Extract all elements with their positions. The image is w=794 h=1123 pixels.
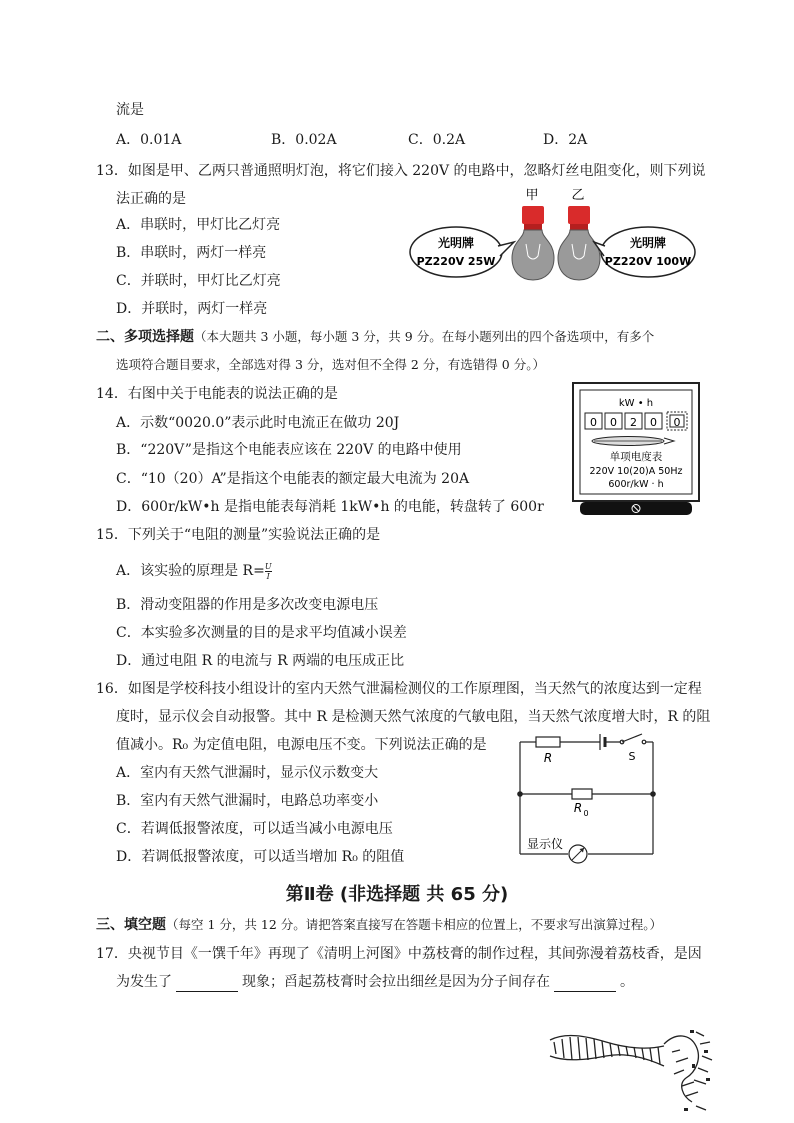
- q15-option-d: D．通过电阻 R 的电流与 R 两端的电压成正比: [116, 653, 405, 669]
- q13-option-a: A．串联时，甲灯比乙灯亮: [116, 217, 281, 233]
- q16-option-c: C．若调低报警浓度，可以适当减小电源电压: [116, 821, 393, 837]
- q12-option-c: C．0.2A: [408, 132, 466, 148]
- bulb-right-tag: 乙: [571, 188, 585, 203]
- q17-text-b: 现象；舀起荔枝膏时会拉出细丝是因为分子间存在: [242, 974, 550, 990]
- resistor-R: [536, 737, 560, 747]
- q16-stem-line2: 度时，显示仪会自动报警。其中 R 是检测天然气浓度的气敏电阻，当天然气浓度增大时，R 的阻: [116, 709, 711, 725]
- q13-option-d: D．并联时，两灯一样亮: [116, 301, 268, 317]
- label-R0-subscript: 0: [583, 809, 589, 818]
- ohm-law-fraction: [265, 562, 272, 581]
- bulb-left-spec: PZ220V 25W: [416, 255, 496, 268]
- q17-answer-blank-2[interactable]: [554, 977, 616, 992]
- label-R0: R: [573, 801, 583, 815]
- label-display: 显示仪: [526, 837, 564, 851]
- fraction-denominator: I: [266, 571, 270, 581]
- bulb-right: [558, 206, 600, 280]
- q15-option-a-text: A．该实验的原理是 R=: [116, 563, 265, 579]
- meter-spec-2: 600r/kW · h: [608, 479, 664, 490]
- switch-S: [620, 734, 646, 744]
- meter-digit-1: 0: [590, 416, 597, 429]
- decorative-scroll-ornament: [546, 1022, 716, 1114]
- part2-title: 第Ⅱ卷 (非选择题 共 65 分): [285, 884, 509, 905]
- meter-digit-3: 2: [630, 416, 637, 429]
- q14-option-d: D．600r/kW•h 是指电能表每消耗 1kW•h 的电能，转盘转了 600r: [116, 499, 544, 515]
- q17-text-a: 为发生了: [116, 974, 172, 990]
- bulb-left-label-bubble: [410, 227, 514, 277]
- battery-icon: [600, 734, 605, 750]
- meter-unit: kW • h: [618, 398, 654, 409]
- q14-option-c: C．“10（20）A”是指这个电能表的额定最大电流为 20A: [116, 471, 470, 487]
- section3-heading: 三、填空题: [96, 917, 166, 933]
- q17-stem-line1: 17．央视节目《一馔千年》再现了《清明上河图》中荔枝膏的制作过程，其间弥漫着荔枝香，是因: [96, 946, 702, 962]
- q12-option-a: A．0.01A: [116, 132, 182, 148]
- q16-option-b: B．室内有天然气泄漏时，电路总功率变小: [116, 793, 379, 809]
- gas-detector-circuit-figure: [512, 732, 662, 866]
- energy-meter-figure: [572, 382, 700, 516]
- q16-option-d: D．若调低报警浓度，可以适当增加 R₀ 的阻值: [116, 849, 405, 865]
- bulb-right-brand: 光明牌: [629, 236, 667, 250]
- q13-stem-line1: 13．如图是甲、乙两只普通照明灯泡，将它们接入 220V 的电路中，忽略灯丝电阻变化，则下列说: [96, 163, 706, 179]
- section2-instructions-1: （本大题共 3 小题，每小题 3 分，共 9 分。在每小题列出的四个备选项中，有多个: [194, 329, 655, 344]
- q17-stem-line2: [116, 972, 634, 992]
- meter-digits: [585, 412, 687, 430]
- bulb-left-tag: 甲: [525, 188, 539, 203]
- bulb-left-brand: 光明牌: [437, 236, 475, 250]
- meter-spec-1: 220V 10(20)A 50Hz: [589, 466, 683, 477]
- meter-name: 单项电度表: [609, 451, 663, 463]
- q16-stem-line3: 值减小。R₀ 为定值电阻，电源电压不变。下列说法正确的是: [116, 737, 487, 753]
- section2-heading: 二、多项选择题: [96, 329, 194, 345]
- q16-stem-line1: 16．如图是学校科技小组设计的室内天然气泄漏检测仪的工作原理图，当天然气的浓度达到一定程: [96, 681, 702, 697]
- q14-option-b: B．“220V”是指这个电能表应该在 220V 的电路中使用: [116, 442, 462, 458]
- q15-stem: 15．下列关于“电阻的测量”实验说法正确的是: [96, 527, 381, 543]
- q17-answer-blank-1[interactable]: [176, 977, 238, 992]
- q15-option-a: [116, 561, 272, 581]
- q13-bulbs-figure: [406, 184, 698, 292]
- q15-option-b: B．滑动变阻器的作用是多次改变电源电压: [116, 597, 379, 613]
- bulb-right-spec: PZ220V 100W: [604, 255, 692, 268]
- q12-stem-tail: 流是: [116, 102, 144, 118]
- label-R: R: [543, 751, 553, 765]
- section2-intro-line1: [96, 327, 654, 347]
- bulb-right-label-bubble: [594, 227, 695, 277]
- section3-intro: [96, 915, 662, 935]
- q16-option-a: A．室内有天然气泄漏时，显示仪示数变大: [116, 765, 379, 781]
- display-meter-icon: [569, 845, 587, 863]
- q14-option-a: A．示数“0020.0”表示此时电流正在做功 20J: [116, 415, 400, 431]
- meter-digit-4: 0: [650, 416, 657, 429]
- q14-stem: 14．右图中关于电能表的说法正确的是: [96, 386, 338, 402]
- section3-instructions: （每空 1 分，共 12 分。请把答案直接写在答题卡相应的位置上，不要求写出演算过程。）: [166, 917, 663, 932]
- q13-option-b: B．串联时，两灯一样亮: [116, 245, 267, 261]
- section2-instructions-2: 选项符合题目要求，全部选对得 3 分，选对但不全得 2 分，有选错得 0 分。）: [116, 357, 545, 372]
- q17-text-c: 。: [620, 974, 634, 990]
- q13-stem-line2: 法正确的是: [116, 191, 186, 207]
- label-S: S: [628, 750, 636, 763]
- resistor-R0: [572, 789, 592, 799]
- meter-digit-2: 0: [610, 416, 617, 429]
- meter-digit-5: 0: [673, 416, 681, 429]
- q15-option-c: C．本实验多次测量的目的是求平均值减小误差: [116, 625, 407, 641]
- q12-option-b: B．0.02A: [271, 132, 337, 148]
- fraction-numerator: U: [264, 561, 272, 571]
- q13-option-c: C．并联时，甲灯比乙灯亮: [116, 273, 281, 289]
- bulb-left: [512, 206, 554, 280]
- q12-option-d: D．2A: [543, 132, 588, 148]
